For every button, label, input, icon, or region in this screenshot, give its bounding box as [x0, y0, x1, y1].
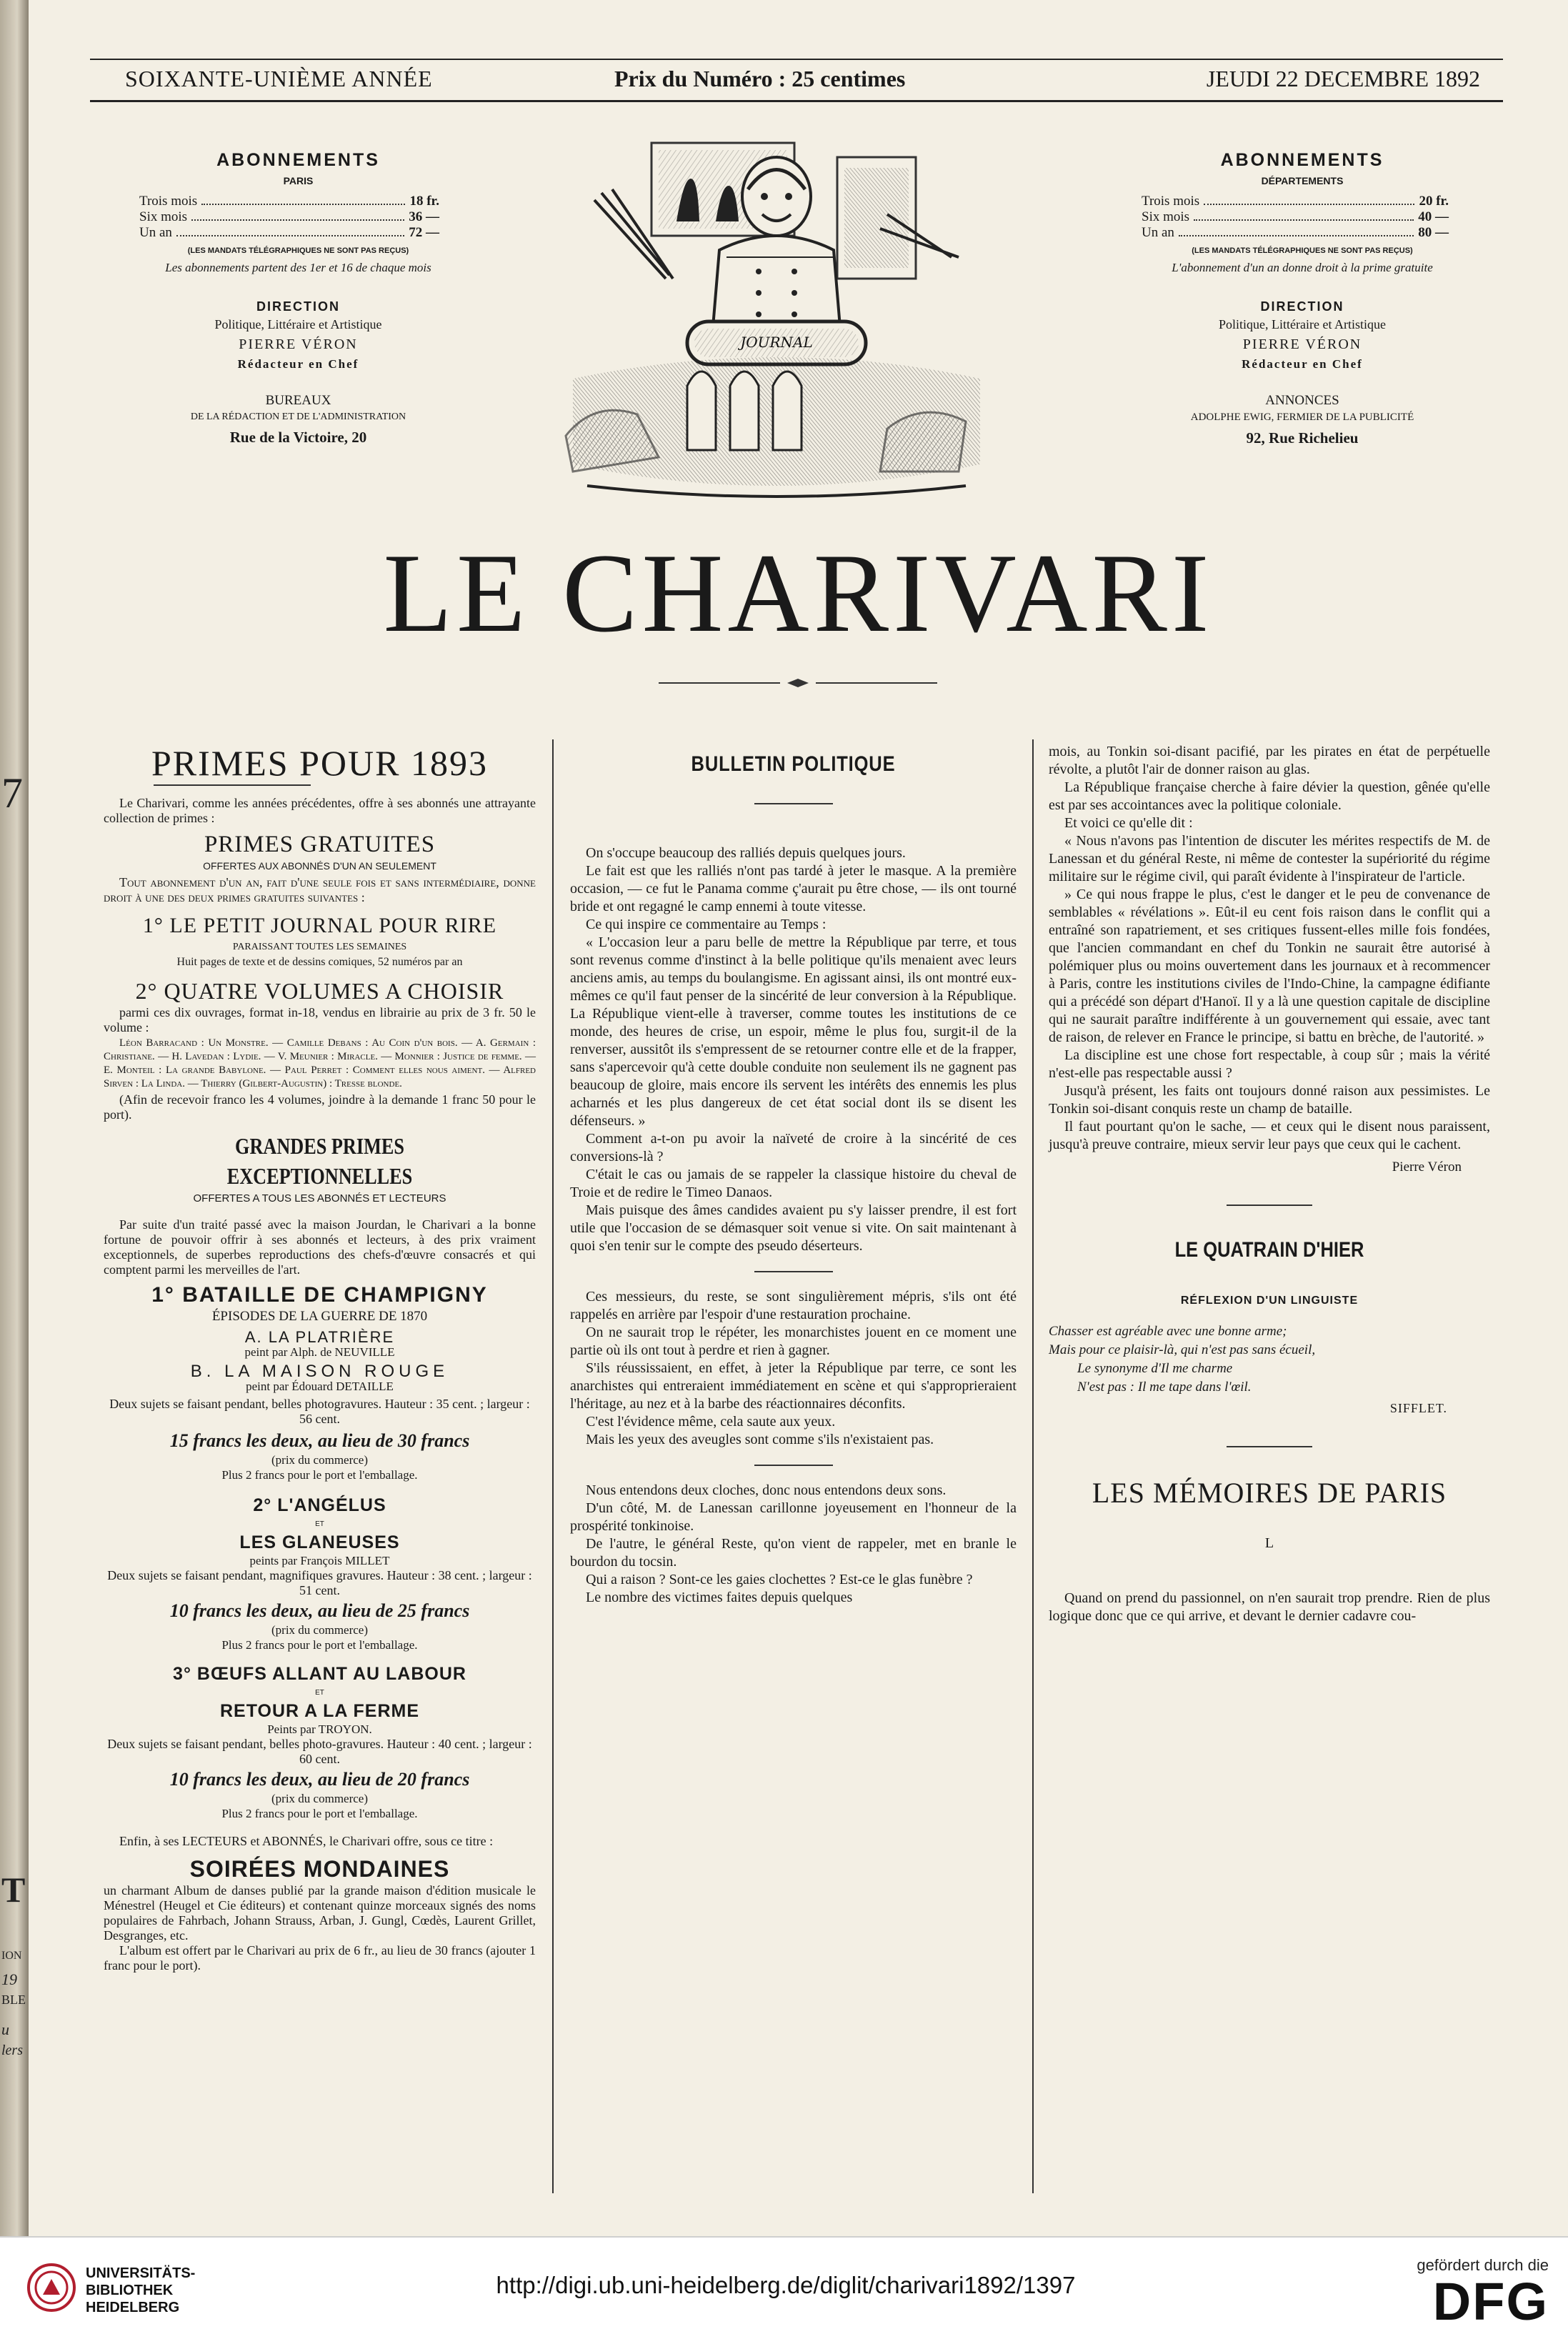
bulletin-rule	[754, 1271, 833, 1272]
bureaux-address: Rue de la Victoire, 20	[229, 429, 367, 446]
subscriptions-subtitle: DÉPARTEMENTS	[1261, 175, 1344, 186]
primes-enfin: Enfin, à ses LECTEURS et ABONNÉS, le Charivari offre, sous ce titre :	[119, 1834, 494, 1848]
right-paragraph: Et voici ce qu'elle dit :	[1064, 815, 1193, 831]
subscriptions-title: ABONNEMENTS	[216, 150, 380, 170]
right-paragraph: » Ce qui nous frappe le plus, c'est le danger et le peu de convenance de semblables « révélations ». Eût-il eu cent fois raison dans le conflit qui a entraîné son rapatriement, et ses critiques fussent-elles mille fois fondées, que l'ancien commandant en chef du Tonkin ne saurait être autorisé à polémiquer plus ou moins ouvertement dans les journaux et à recommencer à Paris, contre les institutions civiles de l'Indo-Chine, la campagne édifiante qui a précédé son départ d'Hanoï. Il y a là une question capitale de discipline qui ne saurait paraître indifférente à un gouvernement qui essaie, avec tant de raison, de relever en France le principe, si battu en brèche, de l'autorité. »	[1049, 887, 1490, 1045]
rate-row	[1142, 194, 1449, 209]
right-paragraph: Il faut pourtant qu'on le sache, — et ceux qui le disent nous paraissent, jusqu'à preuve contraire, mieux servir leur pays que ceux qui le cachent.	[1049, 1119, 1490, 1152]
bulletin-paragraph: Le fait est que les ralliés n'ont pas tardé à jeter le masque. A la première occasion, — ce fut le Panama comme ç'aurait pu être chose, — ils ont tourné bride et ont regagné le camp ennemi à toute vitesse.	[570, 863, 1017, 914]
rate-label: Un an	[139, 225, 172, 240]
soirees-title: SOIRÉES MONDAINES	[189, 1856, 450, 1882]
university-line: HEIDELBERG	[86, 2300, 180, 2315]
direction-sub: Politique, Littéraire et Artistique	[1219, 317, 1386, 331]
grande-prime-2-price-sub: (prix du commerce)	[271, 1623, 368, 1637]
newspaper-page	[29, 0, 1568, 2236]
annonces-label: ANNONCES	[1265, 393, 1339, 408]
primes-column	[104, 743, 536, 1973]
bulletin-heading: BULLETIN POLITIQUE	[691, 752, 896, 776]
bulletin-paragraph: De l'autre, le général Reste, qu'on vient de rappeler, met en branle le bourdon du tocsin.	[570, 1536, 1017, 1570]
bulletin-paragraph: Ce qui inspire ce commentaire au Temps :	[586, 917, 827, 932]
grande-prime-1-title: 1° BATAILLE DE CHAMPIGNY	[151, 1283, 488, 1307]
bulletin-paragraph: C'est l'évidence même, cela saute aux yeux.	[586, 1414, 836, 1430]
memoires-heading: LES MÉMOIRES DE PARIS	[1092, 1477, 1447, 1509]
grande-prime-2-title2: LES GLANEUSES	[239, 1532, 400, 1552]
quatrain-line: Mais pour ce plaisir-là, qui n'est pas sans écueil,	[1049, 1342, 1316, 1357]
grande-prime-3-title2: RETOUR A LA FERME	[219, 1701, 420, 1721]
bulletin-paragraph: Ces messieurs, du reste, se sont singulièrement mépris, s'ils ont été rappelés en arrière par l'espoir d'une restauration prochaine.	[570, 1289, 1017, 1322]
grande-prime-3-price: 10 francs les deux, au lieu de 20 francs	[169, 1769, 470, 1790]
grande-prime-1-sub: ÉPISODES DE LA GUERRE DE 1870	[211, 1309, 428, 1324]
director-name: PIERRE VÉRON	[1242, 336, 1362, 352]
subscriptions-departements	[1106, 150, 1499, 447]
right-paragraph: La République française cherche à faire dévier la question, gênée qu'elle est par ses accointances avec la politique coloniale.	[1049, 779, 1490, 813]
right-paragraph: mois, au Tonkin soi-disant pacifié, par les pirates en état de perpétuelle révolte, a plutôt l'air de donner raison au glas.	[1049, 744, 1490, 777]
rate-row	[1142, 209, 1449, 225]
grandes-primes-title: GRANDES PRIMES EXCEPTIONNELLES	[226, 1133, 413, 1189]
column-rule	[552, 739, 554, 2193]
grande-prime-1-b-by: peint par Édouard DETAILLE	[246, 1380, 394, 1393]
rate-row	[139, 194, 439, 209]
right-paragraph: « Nous n'avons pas l'intention de discuter les mérites respectifs de M. de Lanessan et du général Reste, ni même de contester la supériorité du régime militaire sur le régime civil, qui paraît évidente à l'inspirateur de l'article.	[1049, 833, 1490, 884]
masthead-year: SOIXANTE-UNIÈME ANNÉE	[125, 66, 433, 91]
grande-prime-1-port: Plus 2 francs pour le port et l'emballage.	[221, 1468, 418, 1482]
left-strip-fragment: lers	[1, 2043, 23, 2058]
title-ornament	[659, 677, 937, 687]
grande-prime-2-by: peints par François MILLET	[249, 1554, 390, 1567]
primes-intro: Le Charivari, comme les années précédentes, offre à ses abonnés une attrayante collection de primes :	[104, 796, 536, 825]
dfg-logo: DFG	[1432, 2272, 1549, 2331]
left-strip-fragment: 19	[1, 1970, 17, 1988]
subscriptions-note: (LES MANDATS TÉLÉGRAPHIQUES NE SONT PAS REÇUS)	[187, 246, 409, 255]
bureaux-sub: DE LA RÉDACTION ET DE L'ADMINISTRATION	[190, 412, 406, 422]
bulletin-column	[570, 743, 1017, 1607]
subscriptions-paris	[104, 150, 493, 447]
rate-value: 36 —	[409, 209, 439, 224]
grande-prime-1-text: Deux sujets se faisant pendant, belles photogravures. Hauteur : 35 cent. ; largeur : 56 cent.	[109, 1397, 530, 1426]
primes-heading: PRIMES POUR 1893	[151, 743, 488, 783]
left-strip-fragment: BLE	[1, 1993, 26, 2007]
prime-2-text: parmi ces dix ouvrages, format in-18, vendus en librairie au prix de 3 fr. 50 le volume :	[104, 1005, 536, 1034]
direction-sub: Politique, Littéraire et Artistique	[214, 317, 382, 331]
funding-note: gefördert durch die	[1417, 2256, 1549, 2274]
grande-prime-2-text: Deux sujets se faisant pendant, magnifiques gravures. Hauteur : 38 cent. ; largeur : 51 cent.	[107, 1568, 532, 1597]
subscriptions-subtitle: PARIS	[283, 175, 314, 186]
bulletin-paragraph: On s'occupe beaucoup des ralliés depuis quelques jours.	[586, 845, 906, 861]
bulletin-paragraph: On ne saurait trop le répéter, les monarchistes jouent en ce moment une partie où ils ont tout à perdre et rien à gagner.	[570, 1325, 1017, 1358]
column-rule	[1032, 739, 1034, 2193]
quatrain-signature: SIFFLET.	[1389, 1401, 1447, 1415]
quatrain-line: Chasser est agréable avec une bonne arme;	[1049, 1324, 1287, 1339]
director-role: Rédacteur en Chef	[237, 357, 359, 371]
grande-prime-3-by: Peints par TROYON.	[267, 1722, 372, 1736]
grande-prime-3-text: Deux sujets se faisant pendant, belles photo-gravures. Hauteur : 40 cent. ; largeur : 60 cent.	[107, 1737, 532, 1766]
rate-label: Trois mois	[139, 194, 198, 209]
bulletin-rule	[754, 803, 833, 804]
adjacent-page-edge	[0, 0, 29, 2236]
annonces-address: 92, Rue Richelieu	[1246, 429, 1359, 447]
rate-label: Six mois	[1142, 209, 1190, 224]
bureaux-label: BUREAUX	[265, 393, 331, 408]
rate-row	[1142, 225, 1449, 241]
rate-value: 80 —	[1418, 225, 1449, 240]
article-signature: Pierre Véron	[1392, 1159, 1462, 1175]
bulletin-paragraph: « L'occasion leur a paru belle de mettre la République par terre, et tous sont revenus comme d'instinct à la belle politique qu'ils menaient avec leurs anciens amis, au temps du boulangisme. En agissant ainsi, ils ont montré eux-mêmes ce qu'il faut penser de la sincérité de leur conversion à la République. La République vient-elle à traverser, comme toutes les institutions de ce monde, des heures de crise, un espoir, même le plus fou, surgit-il de la renverser, aussitôt ils s'empressent de se retourner contre elle et de la frapper, sans s'apercevoir qu'à cette double conduite non seulement ils ne gagnent pas beaucoup de gloire, mais encore ils servent les intérêts des ennemis les plus acharnés et les plus dangereux de cet état social dont ils se disent les défenseurs. »	[570, 934, 1017, 1129]
primes-gratuites-text: Tout abonnement d'un an, fait d'une seule fois et sans intermédiaire, donne droit à une des deux primes gratuites suivantes :	[104, 875, 536, 904]
rate-label: Un an	[1142, 225, 1174, 240]
prime-1-text: Huit pages de texte et de dessins comiques, 52 numéros par an	[176, 956, 463, 968]
bulletin-paragraph: Qui a raison ? Sont-ce les gaies clochettes ? Est-ce le glas funèbre ?	[586, 1572, 973, 1587]
prime-2-note: (Afin de recevoir franco les 4 volumes, joindre à la demande 1 franc 50 pour le port).	[104, 1092, 536, 1122]
direction-label: DIRECTION	[1260, 299, 1344, 314]
subscriptions-rates	[1142, 194, 1449, 241]
primes-gratuites-title: PRIMES GRATUITES	[204, 832, 436, 857]
rate-row	[139, 225, 439, 241]
left-strip-fragment: T	[1, 1870, 26, 1910]
bulletin-paragraph: C'était le cas ou jamais de se rappeler la classique histoire du cheval de Troie et de redire le Timeo Danaos.	[570, 1167, 1017, 1200]
permalink-url[interactable]: http://digi.ub.uni-heidelberg.de/diglit/charivari1892/1397	[496, 2272, 1076, 2298]
soirees-price: L'album est offert par le Charivari au prix de 6 fr., au lieu de 30 francs (ajouter 1 franc pour le port).	[104, 1943, 536, 1973]
direction-label: DIRECTION	[256, 299, 340, 314]
bulletin-paragraph: Le nombre des victimes faites depuis quelques	[586, 1590, 853, 1605]
grande-prime-3-title: 3° BŒUFS ALLANT AU LABOUR	[173, 1664, 466, 1684]
right-column	[1049, 743, 1490, 1625]
right-paragraph: Jusqu'à présent, les faits ont toujours donné raison aux pessimistes. Le Tonkin soi-disant conquis reste un champ de bataille.	[1049, 1083, 1490, 1117]
grande-prime-1-a: A. LA PLATRIÈRE	[244, 1328, 395, 1346]
bulletin-paragraph: Nous entendons deux cloches, donc nous entendons deux sons.	[586, 1482, 947, 1498]
grande-prime-2-port: Plus 2 francs pour le port et l'emballage.	[221, 1638, 418, 1652]
subscriptions-italic: L'abonnement d'un an donne droit à la prime gratuite	[1172, 261, 1433, 274]
prime-1-title: 1° LE PETIT JOURNAL POUR RIRE	[142, 914, 497, 937]
primes-heading-underline	[154, 784, 311, 786]
rate-label: Six mois	[139, 209, 188, 224]
quatrain-line: Le synonyme d'Il me charme	[1077, 1361, 1233, 1376]
primes-gratuites-sub: OFFERTES AUX ABONNÉS D'UN AN SEULEMENT	[203, 860, 436, 872]
viewer-footer	[0, 2236, 1568, 2344]
rate-value: 72 —	[409, 225, 439, 240]
grande-prime-1-a-by: peint par Alph. de NEUVILLE	[244, 1345, 395, 1359]
subscriptions-rates	[139, 194, 439, 241]
university-seal-icon	[27, 2263, 76, 2312]
director-name: PIERRE VÉRON	[239, 336, 358, 352]
grandes-primes-sub: OFFERTES A TOUS LES ABONNÉS ET LECTEURS	[193, 1192, 446, 1205]
masthead-engraving	[544, 129, 1009, 514]
bulletin-paragraph: D'un côté, M. de Lanessan carillonne joyeusement en l'honneur de la prospérité tonkinoise.	[570, 1500, 1017, 1534]
engraving-journal-text: JOURNAL	[740, 334, 813, 351]
engraving-illustration	[544, 129, 1009, 514]
grande-prime-3-et: ET	[315, 1689, 324, 1697]
grande-prime-1-b: B. LA MAISON ROUGE	[190, 1362, 449, 1381]
quatrain-poem	[1049, 1322, 1490, 1397]
soirees-text: un charmant Album de danses publié par la grande maison d'édition musicale le Ménestrel (Heugel et Cie éditeurs) et contenant quinze morceaux signés des noms populaires de Fahrbach, Johann Strauss, Arban, J. Gungl, Cœdès, Laurent Grillet, Desgranges, etc.	[104, 1883, 536, 1942]
newspaper-title: LE CHARIVARI	[383, 531, 1214, 656]
memoires-number: L	[1264, 1535, 1274, 1551]
right-paragraph: La discipline est une chose fort respectable, à coup sûr ; mais la vérité n'est-elle pas respectable aussi ?	[1049, 1047, 1490, 1081]
prime-2-title: 2° QUATRE VOLUMES A CHOISIR	[135, 978, 504, 1004]
grande-prime-2-price: 10 francs les deux, au lieu de 25 francs	[169, 1600, 470, 1621]
rate-value: 18 fr.	[409, 194, 439, 209]
grandes-primes-text: Par suite d'un traité passé avec la maison Jourdan, le Charivari a la bonne fortune de pouvoir offrir à ses abonnés et lecteurs, à des prix vraiment exceptionnels, de superbes reproductions des chefs-d'œuvre consacrés et qui comptent parmi les merveilles de l'art.	[104, 1217, 536, 1277]
prime-1-sub: PARAISSANT TOUTES LES SEMAINES	[232, 942, 407, 952]
grande-prime-2-et: ET	[315, 1520, 324, 1528]
university-name	[86, 2265, 195, 2316]
quatrain-title: RÉFLEXION D'UN LINGUISTE	[1180, 1295, 1359, 1307]
subscriptions-note: (LES MANDATS TÉLÉGRAPHIQUES NE SONT PAS REÇUS)	[1192, 246, 1413, 255]
subscriptions-title: ABONNEMENTS	[1220, 150, 1384, 170]
left-strip-fragment: u	[1, 2020, 9, 2038]
grande-prime-3-port: Plus 2 francs pour le port et l'emballage.	[221, 1807, 418, 1820]
grande-prime-2-title: 2° L'ANGÉLUS	[253, 1495, 386, 1515]
section-rule	[1227, 1205, 1312, 1206]
bulletin-paragraph: Comment a-t-on pu avoir la naïveté de croire à la sincérité de ces conversions-là ?	[570, 1131, 1017, 1164]
subscriptions-italic: Les abonnements partent des 1er et 16 de chaque mois	[165, 261, 431, 274]
quatrain-line: N'est pas : Il me tape dans l'œil.	[1077, 1380, 1252, 1395]
masthead-date: JEUDI 22 DECEMBRE 1892	[1206, 66, 1480, 91]
rate-row	[139, 209, 439, 225]
section-rule	[1227, 1446, 1312, 1447]
bulletin-paragraph: S'ils réussissaient, en effet, à jeter la République par terre, ce sont les anarchistes qui entreraient immédiatement en scène et qui s'approprieraient l'héritage, au nez et à la barbe des réactionnaires déconfits.	[570, 1360, 1017, 1412]
masthead-rule-top	[90, 59, 1503, 60]
bulletin-paragraph: Mais puisque des âmes candides avaient pu s'y laisser prendre, il est fort utile que l'occasion de se démasquer soit venue si vite. On sait maintenant à quoi s'en tenir sur le compte des pseudo déserteurs.	[570, 1202, 1017, 1254]
masthead-price: Prix du Numéro : 25 centimes	[614, 66, 906, 91]
director-role: Rédacteur en Chef	[1242, 357, 1363, 371]
quatrain-heading: LE QUATRAIN D'HIER	[1174, 1238, 1364, 1262]
left-strip-fragment: ION	[1, 1950, 22, 1962]
bulletin-rule	[754, 1465, 833, 1466]
rate-label: Trois mois	[1142, 194, 1200, 209]
grande-prime-3-price-sub: (prix du commerce)	[271, 1792, 368, 1805]
grande-prime-1-price-sub: (prix du commerce)	[271, 1453, 368, 1467]
prime-2-list: Léon Barracand : Un Monstre. — Camille Debans : Au Coin d'un bois. — A. Germain : Christiane. — H. Lavedan : Lydie. — V. Meunier : Miracle. — Monnier : Justice de femme. — E. Monteil : La grande Babylone. — Paul Perret : Comment elles nous aiment. — Alfred Sirven : La Linda. — Thierry (Gilbert-Augustin) : Tresse blonde.	[104, 1037, 536, 1089]
memoires-text: Quand on prend du passionnel, on n'en saurait trop prendre. Rien de plus logique donc que ce qui arrive, et devant le dernier cadavre cou-	[1049, 1590, 1490, 1624]
annonces-sub: ADOLPHE EWIG, FERMIER DE LA PUBLICITÉ	[1190, 412, 1414, 423]
university-line: UNIVERSITÄTS-	[86, 2265, 196, 2281]
university-line: BIBLIOTHEK	[86, 2283, 174, 2298]
rate-value: 20 fr.	[1419, 194, 1449, 209]
bulletin-paragraph: Mais les yeux des aveugles sont comme s'ils n'existaient pas.	[586, 1432, 934, 1447]
masthead-rule-bottom	[90, 100, 1503, 102]
left-strip-fragment: 7	[1, 769, 23, 817]
grande-prime-1-price: 15 francs les deux, au lieu de 30 francs	[169, 1430, 470, 1451]
rate-value: 40 —	[1418, 209, 1449, 224]
